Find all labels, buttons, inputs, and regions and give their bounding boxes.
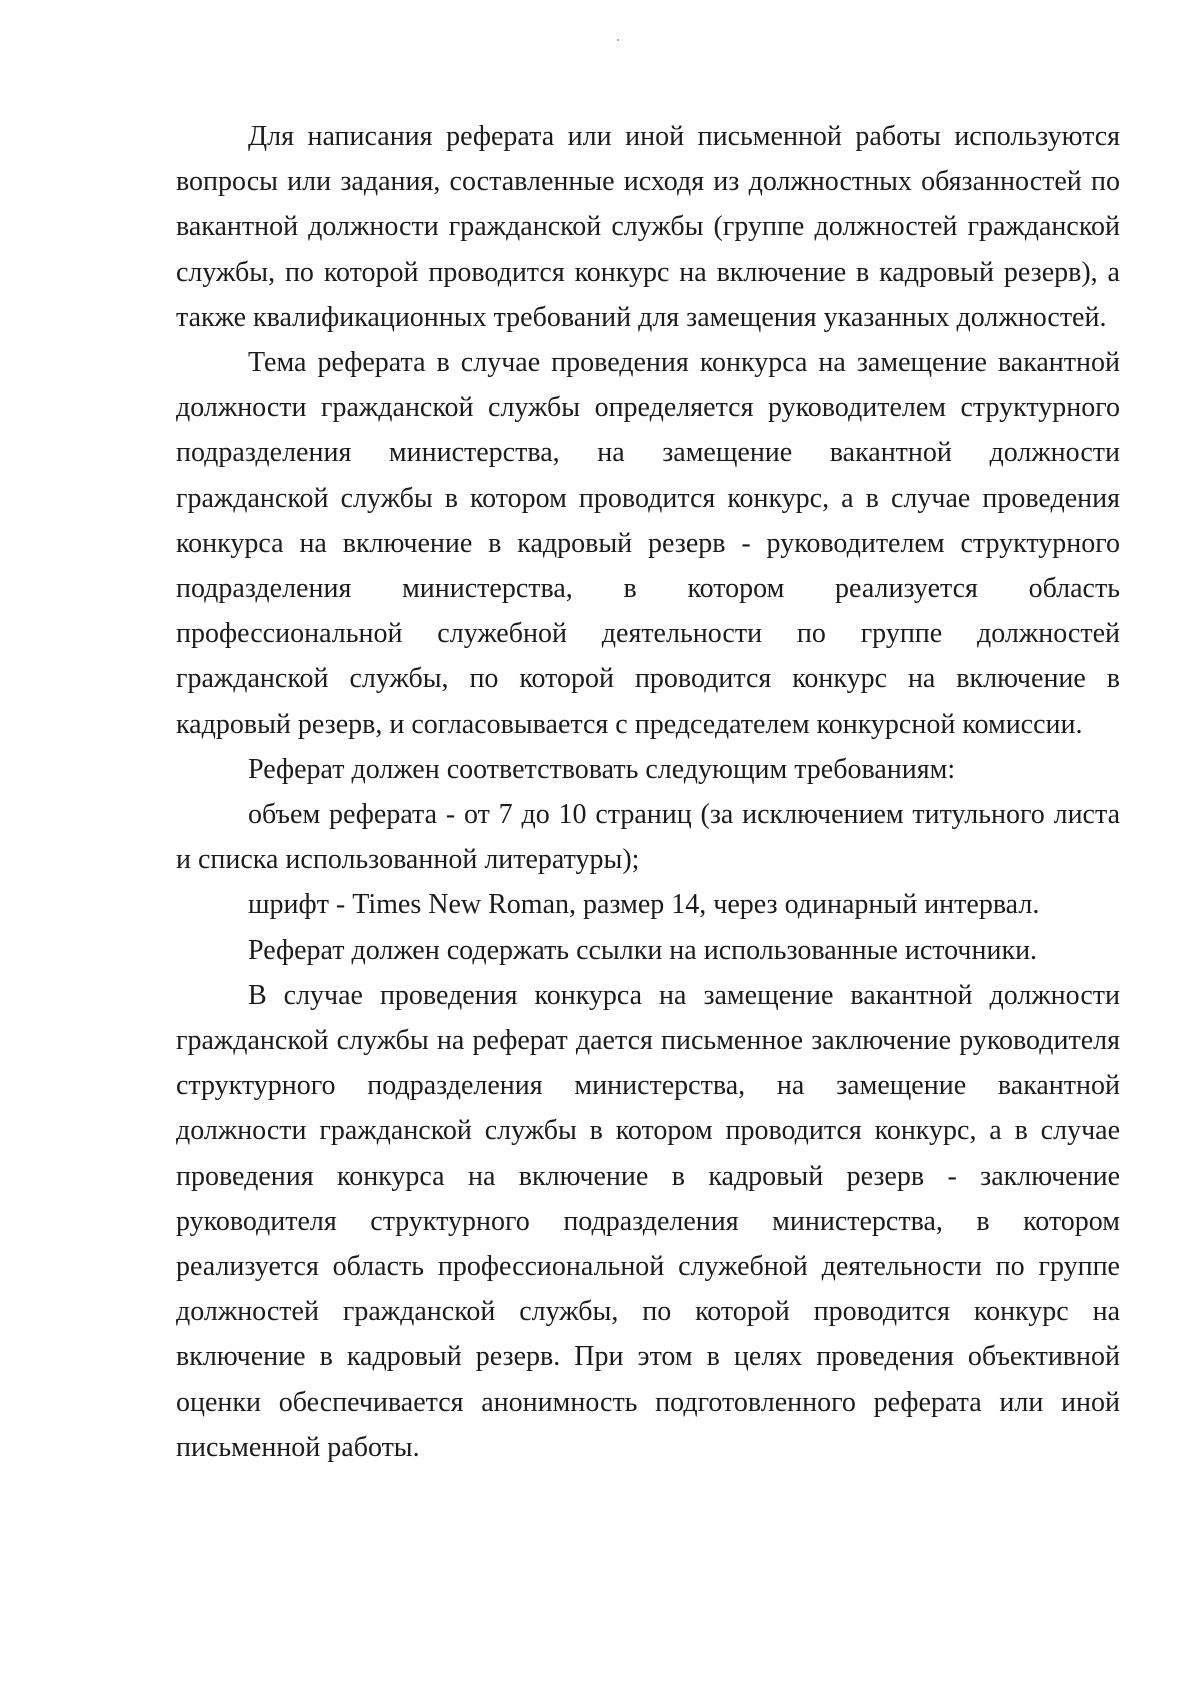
paragraph-essay-volume: объем реферата - от 7 до 10 страниц (за исключением титульного листа и списка использованной литературы); [176, 799, 1120, 876]
scan-speck [617, 39, 619, 41]
paragraph-requirements-intro: Реферат должен соответствовать следующим требованиям: [248, 753, 956, 785]
paragraph-references-requirement: Реферат должен содержать ссылки на использованные источники. [248, 934, 1038, 966]
document-body [176, 114, 1120, 1470]
paragraph-essay-questions: Для написания реферата или иной письменной работы используются вопросы или задания, составленные исходя из должностных обязанностей по вакантной должности гражданской службы (группе должностей гражданской службы, по которой проводится конкурс на включение в кадровый резерв), а также квалификационных требований для замещения указанных должностей. [176, 121, 1120, 333]
paragraph-font-requirement: шрифт - Times New Roman, размер 14, через одинарный интервал. [248, 889, 1040, 921]
paragraph-written-conclusion: В случае проведения конкурса на замещение вакантной должности гражданской службы на реферат дается письменное заключение руководителя структурного подразделения министерства, на замещение вакантной должности гражданской службы в котором проводится конкурс, а в случае проведения конкурса на включение в кадровый резерв - заключение руководителя структурного подразделения министерства, в котором реализуется область профессиональной служебной деятельности по группе должностей гражданской службы, по которой проводится конкурс на включение в кадровый резерв. При этом в целях проведения объективной оценки обеспечивается анонимность подготовленного реферата или иной письменной работы. [176, 979, 1120, 1463]
paragraph-essay-topic: Тема реферата в случае проведения конкурса на замещение вакантной должности гражданской службы определяется руководителем структурного подразделения министерства, на замещение вакантной должности гражданской службы в котором проводится конкурс, а в случае проведения конкурса на включение в кадровый резерв - руководителем структурного подразделения министерства, в котором реализуется область профессиональной служебной деятельности по группе должностей гражданской службы, по которой проводится конкурс на включение в кадровый резерв, и согласовывается с председателем конкурсной комиссии. [176, 347, 1120, 740]
